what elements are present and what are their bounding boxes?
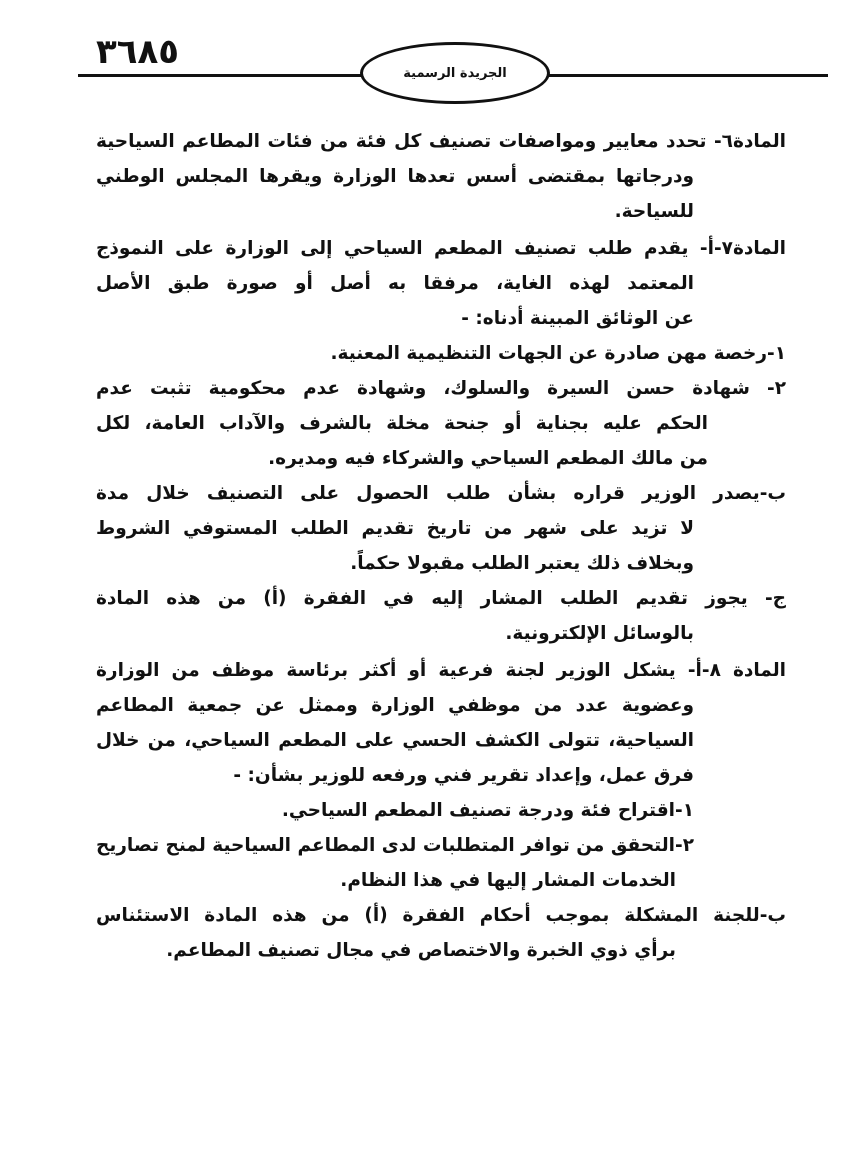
text-line: الخدمات المشار إليها في هذا النظام. — [340, 870, 676, 891]
text-line: من مالك المطعم السياحي والشركاء فيه ومديره. — [268, 448, 708, 469]
gazette-title: الجريدة الرسمية — [403, 65, 507, 81]
header-oval — [360, 42, 550, 104]
text-line: برأي ذوي الخبرة والاختصاص في مجال تصنيف المطاعم. — [166, 940, 676, 961]
text-line: فرق عمل، وإعداد تقرير فني ورفعه للوزير بشأن: - — [233, 765, 694, 786]
text-line: ١-رخصة مهن صادرة عن الجهات التنظيمية المعنية. — [330, 343, 786, 364]
text-line: المعتمد لهذه الغاية، مرفقا به أصل أو صورة طبق الأصل — [96, 273, 694, 294]
text-line: ب-يصدر الوزير قراره بشأن طلب الحصول على التصنيف خلال مدة — [96, 483, 786, 504]
text-line: بالوسائل الإلكترونية. — [505, 623, 694, 644]
text-line: للسياحة. — [614, 201, 694, 222]
text-line: الحكم عليه بجناية أو جنحة مخلة بالشرف والآداب العامة، لكل — [96, 413, 708, 434]
text-line: ٢-التحقق من توافر المتطلبات لدى المطاعم السياحية لمنح تصاريح — [96, 835, 694, 856]
page-number: ٣٦٨٥ — [96, 32, 180, 72]
text-line: المادة٦- تحدد معايير ومواصفات تصنيف كل فئة من فئات المطاعم السياحية — [96, 131, 786, 152]
text-line: وبخلاف ذلك يعتبر الطلب مقبولا حكماً. — [350, 553, 694, 574]
document-body — [96, 124, 786, 968]
text-line: المادة٧-أ- يقدم طلب تصنيف المطعم السياحي إلى الوزارة على النموذج — [96, 238, 786, 259]
text-line: عن الوثائق المبينة أدناه: - — [461, 308, 694, 329]
text-line: ج- يجوز تقديم الطلب المشار إليه في الفقرة (أ) من هذه المادة — [96, 588, 786, 609]
article-6 — [96, 124, 786, 229]
text-line: ودرجاتها بمقتضى أسس تعدها الوزارة ويقرها المجلس الوطني — [96, 166, 694, 187]
text-line: السياحية، تتولى الكشف الحسي على المطعم السياحي، من خلال — [96, 730, 694, 751]
text-line: المادة ٨-أ- يشكل الوزير لجنة فرعية أو أكثر برئاسة موظف من الوزارة — [96, 660, 786, 681]
text-line: وعضوية عدد من موظفي الوزارة وممثل عن جمعية المطاعم — [96, 695, 694, 716]
text-line: لا تزيد على شهر من تاريخ تقديم الطلب المستوفي الشروط — [96, 518, 694, 539]
article-7 — [96, 231, 786, 651]
text-line: ١-اقتراح فئة ودرجة تصنيف المطعم السياحي. — [281, 800, 694, 821]
article-8 — [96, 653, 786, 968]
text-line: ب-للجنة المشكلة بموجب أحكام الفقرة (أ) من هذه المادة الاستئناس — [96, 905, 786, 926]
text-line: ٢- شهادة حسن السيرة والسلوك، وشهادة عدم محكومية تثبت عدم — [96, 378, 786, 399]
